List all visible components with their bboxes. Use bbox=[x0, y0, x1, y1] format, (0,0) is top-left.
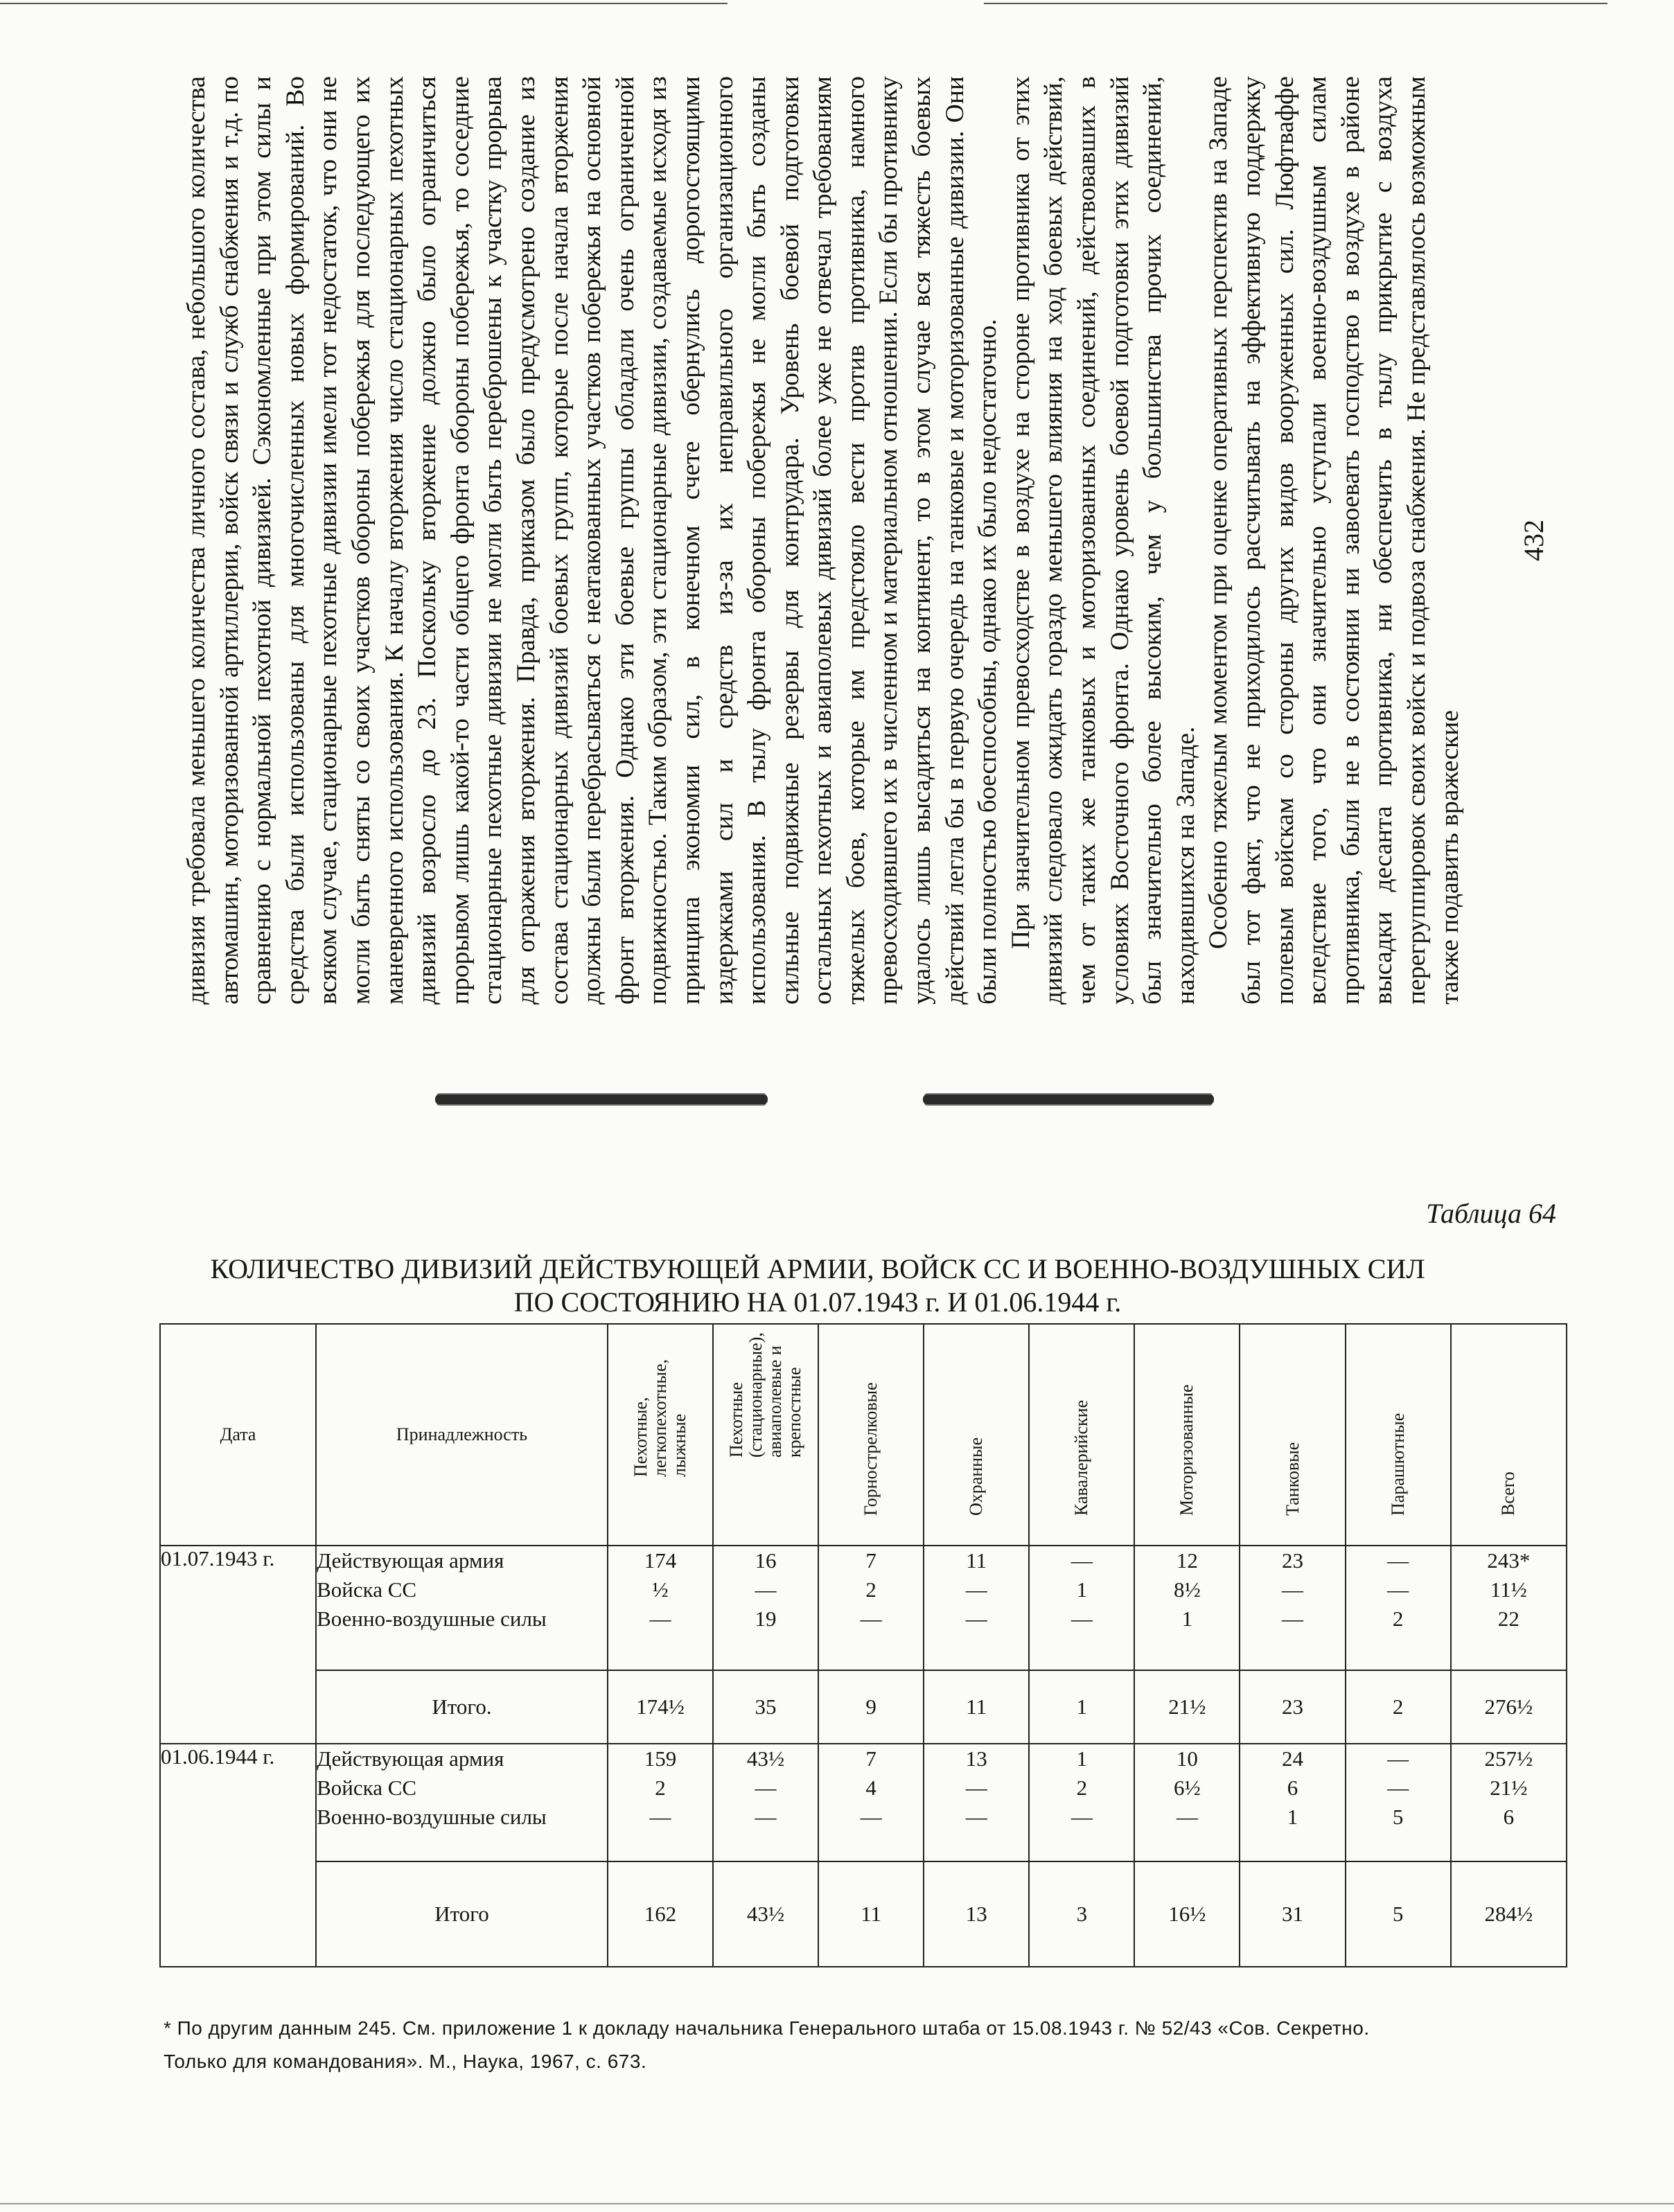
tank-total: 23 bbox=[1240, 1670, 1345, 1744]
total-cell: 243* 11½ 22 bbox=[1451, 1546, 1567, 1670]
motorized-total: 21½ bbox=[1134, 1670, 1240, 1744]
header-affiliation: Принадлежность bbox=[316, 1324, 608, 1546]
motorized-cell: 10 6½ — bbox=[1134, 1744, 1240, 1861]
infantry-total: 162 bbox=[608, 1861, 713, 1967]
motorized-total: 16½ bbox=[1134, 1861, 1240, 1967]
rotated-text-block bbox=[180, 76, 1573, 1005]
scan-edge-top bbox=[0, 3, 728, 4]
tank-cell: 24 6 1 bbox=[1240, 1744, 1345, 1861]
ornament-right bbox=[923, 1095, 1214, 1104]
table-row bbox=[160, 1546, 1567, 1670]
scan-edge-top-right bbox=[984, 3, 1607, 4]
grand-total: 276½ bbox=[1451, 1670, 1567, 1744]
cavalry-cell: — 1 — bbox=[1029, 1546, 1134, 1670]
parachute-cell: — — 5 bbox=[1346, 1744, 1451, 1861]
header-date: Дата bbox=[160, 1324, 316, 1546]
table-title bbox=[159, 1253, 1476, 1319]
infantry-cell: 159 2 — bbox=[608, 1744, 713, 1861]
affiliation-cell: Действующая армия Войска СС Военно-воздушные силы bbox=[316, 1546, 608, 1670]
table-total-row bbox=[160, 1670, 1567, 1744]
paragraph-1: дивизия требовала меньшего количества личного состава, небольшого количества автомашин, моторизованной артиллерии, войск связи и служб снабжения и т.д. по сравнению с нормальной пехотной дивизией. Сэкономленные при этом силы и средства были использованы для многочисленных новых формирований. Во всяком случае, стационарные пехотные дивизии имели тот недостаток, что они не могли быть сняты со своих участков обороны побережья для последующего их маневренного использования. К началу вторжения число стационарных пехотных дивизий возросло до 23. Поскольку вторжение должно было ограничиться прорывом лишь какой-то части общего фронта обороны побережья, то соседние стационарные пехотные дивизии не могли быть переброшены к участку прорыва для отражения вторжения. Правда, приказом было предусмотрено создание из состава стационарных дивизий боевых групп, которые после начала вторжения должны были перебрасываться с неатакованных участков побережья на основной фронт вторжения. Однако эти боевые группы обладали очень ограниченной подвижностью. Таким образом, эти стационарные дивизии, создаваемые исходя из принципа экономии сил, в конечном счете обернулись дорогостоящими издержками сил и средств из-за их неправильного организационного использования. В тылу фронта обороны побережья не могли быть созданы сильные подвижные резервы для контрудара. Уровень боевой подготовки остальных пехотных и авиаполевых дивизий более уже не отвечал требованиям тяжелых боев, которые им предстояло вести против противника, намного превосходившего их в численном и материальном отношении. Если бы противнику удалось лишь высадиться на континент, то в этом случае вся тяжесть боевых действий легла бы в первую очередь на танковые и моторизованные дивизии. Они были полностью боеспособны, однако их было недостаточно. bbox=[182, 76, 1003, 1005]
stationary-cell: 16 — 19 bbox=[713, 1546, 818, 1670]
footnote-line-1: * По другим данным 245. См. приложение 1 к докладу начальника Генерального штаба от 15.08.1943 г. № 52/43 «Сов. Секретно. bbox=[164, 2017, 1370, 2039]
mountain-total: 11 bbox=[818, 1861, 924, 1967]
table-row bbox=[160, 1744, 1567, 1861]
total-label: Итого. bbox=[316, 1670, 608, 1744]
table-header-row bbox=[160, 1324, 1567, 1546]
security-cell: 13 — — bbox=[924, 1744, 1029, 1861]
body-text bbox=[180, 76, 1466, 1005]
stationary-total: 35 bbox=[713, 1670, 818, 1744]
motorized-cell: 12 8½ 1 bbox=[1134, 1546, 1240, 1670]
table-title-line-1: КОЛИЧЕСТВО ДИВИЗИЙ ДЕЙСТВУЮЩЕЙ АРМИИ, ВОЙСК СС И ВОЕННО-ВОЗДУШНЫХ СИЛ bbox=[210, 1253, 1425, 1284]
footnote bbox=[164, 2012, 1535, 2078]
security-total: 11 bbox=[924, 1670, 1029, 1744]
cavalry-total: 1 bbox=[1029, 1670, 1134, 1744]
header-security: Охранные bbox=[924, 1324, 1029, 1546]
affiliation-cell: Действующая армия Войска СС Военно-воздушные силы bbox=[316, 1744, 608, 1861]
scan-edge-bottom bbox=[0, 2203, 1674, 2204]
parachute-cell: — — 2 bbox=[1346, 1546, 1451, 1670]
mountain-total: 9 bbox=[818, 1670, 924, 1744]
rotated-page bbox=[180, 76, 1573, 1005]
parachute-total: 2 bbox=[1346, 1670, 1451, 1744]
stationary-total: 43½ bbox=[713, 1861, 818, 1967]
tank-cell: 23 — — bbox=[1240, 1546, 1345, 1670]
table-total-row bbox=[160, 1861, 1567, 1967]
mountain-cell: 7 2 — bbox=[818, 1546, 924, 1670]
ornament-left bbox=[435, 1095, 768, 1104]
stationary-cell: 43½ — — bbox=[713, 1744, 818, 1861]
tank-total: 31 bbox=[1240, 1861, 1345, 1967]
parachute-total: 5 bbox=[1346, 1861, 1451, 1967]
divisions-table bbox=[159, 1323, 1567, 1967]
infantry-cell: 174 ½ — bbox=[608, 1546, 713, 1670]
header-motorized: Моторизованные bbox=[1134, 1324, 1240, 1546]
grand-total: 284½ bbox=[1451, 1861, 1567, 1967]
table-title-line-2: ПО СОСТОЯНИЮ НА 01.07.1943 г. И 01.06.1944 г. bbox=[513, 1286, 1122, 1318]
table-caption: Таблица 64 bbox=[1426, 1198, 1556, 1229]
paragraph-3: Особенно тяжелым моментом при оценке оперативных перспектив на Западе был тот факт, что не приходилось рассчитывать на эффективную поддержку полевым войскам со стороны других видов вооруженных сил. Люфтваффе вследствие того, что они значительно уступали военно-воздушным силам противника, были не в состоянии ни завоевать господство в воздухе в районе высадки десанта противника, ни обеспечить в тылу прикрытие с воздуха перегруппировок своих войск и подвоза снабжения. Не представлялось возможным также подавить вражеские bbox=[1204, 76, 1464, 1005]
page-number: 432 bbox=[1518, 520, 1549, 561]
header-cavalry: Кавалерийские bbox=[1029, 1324, 1134, 1546]
security-total: 13 bbox=[924, 1861, 1029, 1967]
security-cell: 11 — — bbox=[924, 1546, 1029, 1670]
paragraph-2: При значительном превосходстве в воздухе на стороне противника от этих дивизий следовало ожидать гораздо меньшего влияния на ход боевых действий, чем от таких же танковых и моторизованных соединений, действовавших в условиях Восточного фронта. Однако уровень боевой подготовки этих дивизий был значительно более высоким, чем у большинства прочих соединений, находившихся на Западе. bbox=[1006, 76, 1200, 1005]
total-label: Итого bbox=[316, 1861, 608, 1967]
header-tank: Танковые bbox=[1240, 1324, 1345, 1546]
footnote-line-2: Только для командования». М., Наука, 1967, с. 673. bbox=[164, 2051, 647, 2072]
total-cell: 257½ 21½ 6 bbox=[1451, 1744, 1567, 1861]
mountain-cell: 7 4 — bbox=[818, 1744, 924, 1861]
header-mountain: Горнострелковые bbox=[818, 1324, 924, 1546]
date-cell: 01.07.1943 г. bbox=[160, 1546, 316, 1744]
cavalry-cell: 1 2 — bbox=[1029, 1744, 1134, 1861]
date-cell: 01.06.1944 г. bbox=[160, 1744, 316, 1967]
header-total: Всего bbox=[1451, 1324, 1567, 1546]
header-stationary: Пехотные (стационарные), авиаполевые и крепостные bbox=[713, 1324, 818, 1546]
header-infantry: Пехотные, легкопехотные, лыжные bbox=[608, 1324, 713, 1546]
cavalry-total: 3 bbox=[1029, 1861, 1134, 1967]
infantry-total: 174½ bbox=[608, 1670, 713, 1744]
header-parachute: Парашютные bbox=[1346, 1324, 1451, 1546]
